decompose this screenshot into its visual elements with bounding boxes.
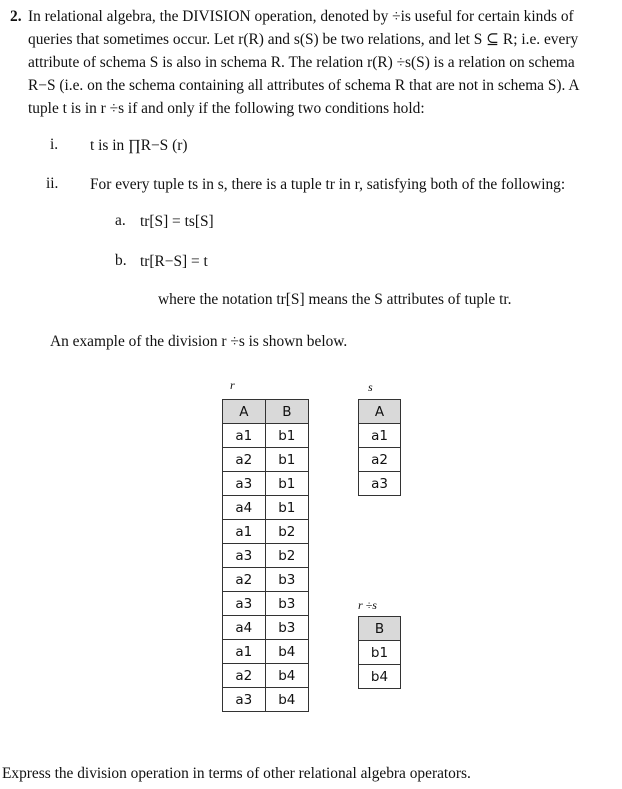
table-row	[359, 448, 401, 472]
subcondition-a-marker: a.	[115, 212, 126, 229]
table-row	[223, 640, 309, 664]
condition-i-marker: i.	[50, 136, 59, 153]
table-cell: a4	[223, 616, 266, 640]
table-cell: a3	[223, 472, 266, 496]
table-cell: a3	[223, 592, 266, 616]
table-header-row	[359, 400, 401, 424]
table-cell: a1	[223, 520, 266, 544]
column-header: A	[359, 400, 401, 424]
table-cell: a1	[223, 640, 266, 664]
subcondition-b-marker: b.	[115, 252, 127, 269]
result-table	[358, 616, 401, 689]
subcondition-b-text: tr[R−S] = t	[140, 253, 208, 270]
table-cell: a1	[223, 424, 266, 448]
table-cell: a3	[223, 688, 266, 712]
final-question-line: Express the division operation in terms of other relational algebra operators.	[2, 765, 471, 782]
table-result-label: r ÷s	[358, 598, 377, 612]
table-cell: a2	[223, 664, 266, 688]
table-cell: b4	[359, 665, 401, 689]
table-cell: a4	[223, 496, 266, 520]
table-cell: b2	[265, 520, 308, 544]
table-row	[223, 472, 309, 496]
table-cell: a3	[223, 544, 266, 568]
table-cell: b3	[265, 568, 308, 592]
question-number: 2.	[10, 8, 22, 25]
relation-s-table	[358, 399, 401, 496]
table-row	[359, 424, 401, 448]
table-cell: a2	[223, 448, 266, 472]
table-row	[359, 665, 401, 689]
intro-line: R−S (i.e. on the schema containing all attributes of schema R that are not in schema S). A	[28, 77, 580, 94]
question-intro	[28, 5, 620, 120]
table-header-row	[359, 617, 401, 641]
condition-ii-marker: ii.	[46, 175, 59, 192]
column-header: A	[223, 400, 266, 424]
notation-note: where the notation tr[S] means the S attributes of tuple tr.	[158, 291, 512, 308]
intro-line: In relational algebra, the DIVISION operation, denoted by ÷is useful for certain kinds of	[28, 8, 574, 25]
table-cell: b1	[359, 641, 401, 665]
table-cell: b1	[265, 424, 308, 448]
table-row	[359, 641, 401, 665]
table-cell: a1	[359, 424, 401, 448]
condition-ii-text: For every tuple ts in s, there is a tuple tr in r, satisfying both of the following:	[90, 176, 566, 193]
table-row	[223, 568, 309, 592]
subcondition-a-text: tr[S] = ts[S]	[140, 213, 214, 230]
table-cell: b1	[265, 448, 308, 472]
intro-line: tuple t is in r ÷s if and only if the following two conditions hold:	[28, 100, 425, 117]
table-cell: b1	[265, 472, 308, 496]
relation-r-table	[222, 399, 309, 712]
table-row	[223, 448, 309, 472]
intro-line: queries that sometimes occur. Let r(R) and s(S) be two relations, and let S ⊆ R; i.e. every	[28, 31, 579, 48]
table-cell: b2	[265, 544, 308, 568]
table-cell: a2	[223, 568, 266, 592]
column-header: B	[359, 617, 401, 641]
table-cell: b3	[265, 592, 308, 616]
table-row	[223, 688, 309, 712]
table-row	[223, 520, 309, 544]
table-row	[223, 616, 309, 640]
table-row	[359, 472, 401, 496]
condition-i-text: t is in ∏R−S (r)	[90, 137, 188, 154]
column-header: B	[265, 400, 308, 424]
table-cell: b4	[265, 688, 308, 712]
intro-line: attribute of schema S is also in schema R. The relation r(R) ÷s(S) is a relation on schema	[28, 54, 575, 71]
table-cell: b1	[265, 496, 308, 520]
table-cell: a2	[359, 448, 401, 472]
table-row	[223, 424, 309, 448]
table-s-label: s	[368, 380, 373, 394]
table-r-label: r	[230, 378, 235, 392]
table-header-row	[223, 400, 309, 424]
table-cell: a3	[359, 472, 401, 496]
example-intro: An example of the division r ÷s is shown below.	[50, 333, 348, 350]
table-cell: b4	[265, 640, 308, 664]
table-cell: b3	[265, 616, 308, 640]
table-row	[223, 496, 309, 520]
table-row	[223, 664, 309, 688]
table-row	[223, 544, 309, 568]
table-row	[223, 592, 309, 616]
table-cell: b4	[265, 664, 308, 688]
